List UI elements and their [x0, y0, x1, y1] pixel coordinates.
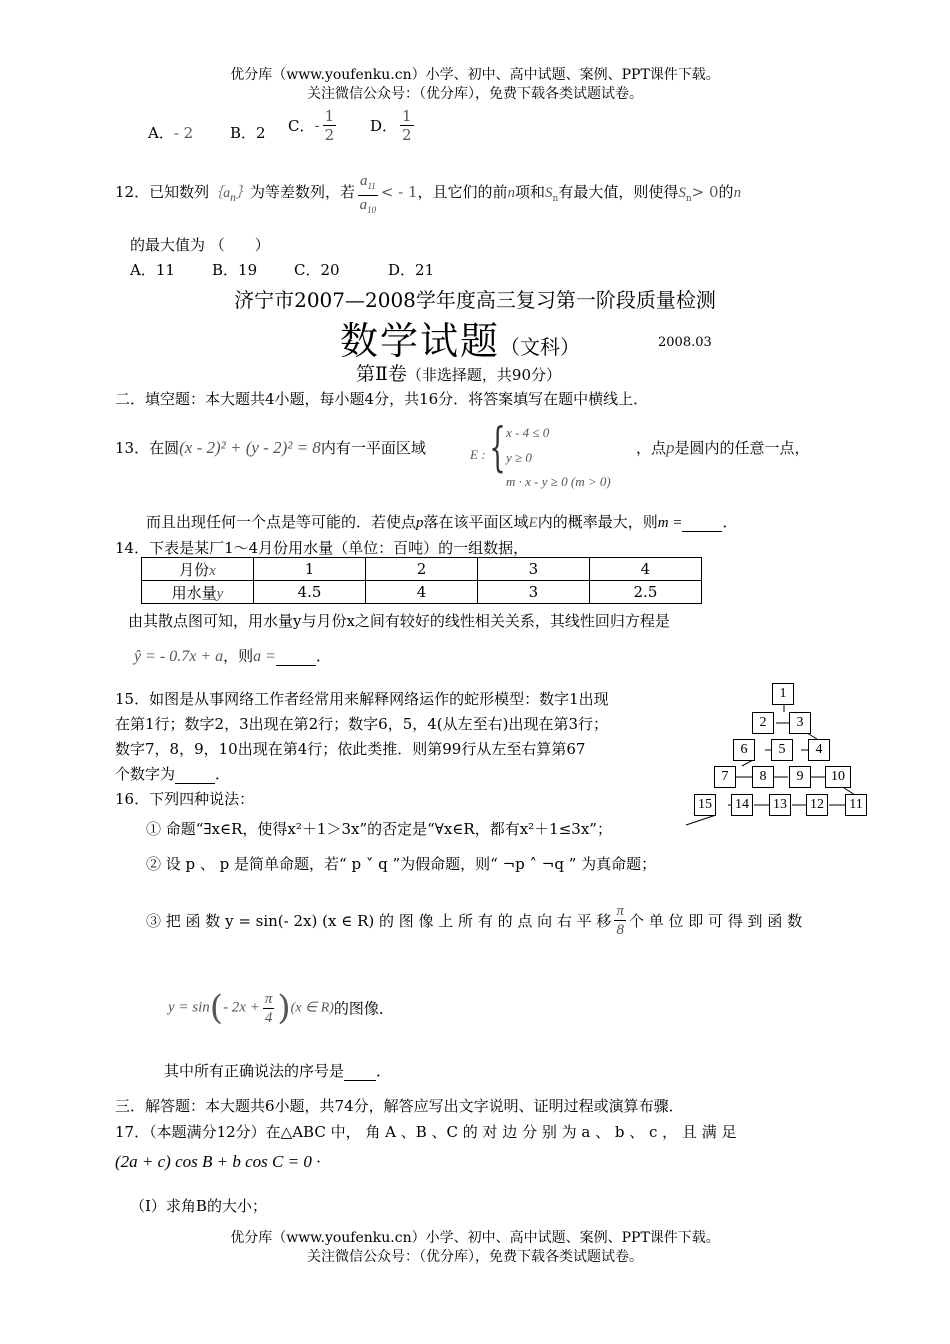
q11-option-a: A．- 2: [148, 124, 194, 142]
exam-date: 2008.03: [658, 335, 712, 350]
snake-box: 13: [769, 794, 791, 816]
table-cell: 4: [589, 558, 701, 581]
table-cell: 1: [253, 558, 365, 581]
q16-statement-1: ① 命题“∃x∈R，使得x²＋1＞3x”的否定是“∀x∈R，都有x²＋1≤3x”；: [146, 820, 612, 838]
section-title: 第Ⅱ卷（非选择题，共90分）: [356, 363, 562, 385]
snake-box: 4: [808, 739, 830, 761]
header-line-1: 优分库（www.youfenku.cn）小学、初中、高中试题、案例、PPT课件下载。: [230, 67, 720, 83]
snake-box: 2: [752, 712, 774, 734]
q16-statement-3: ③ 把 函 数 y = sin(- 2x) (x ∈ R) 的 图 像 上 所 有 的 点 向 右 平 移 $\frac{\pi}{8}$ 个 单 位 即 可 得 到 函 数: [146, 903, 803, 938]
footer-line-1: 优分库（www.youfenku.cn）小学、初中、高中试题、案例、PPT课件下载。: [230, 1230, 720, 1246]
q14-intro: 14．下表是某厂1～4月份用水量（单位：百吨）的一组数据，: [115, 539, 529, 557]
snake-box: 8: [752, 766, 774, 788]
q13-brace: {: [489, 418, 506, 478]
snake-box: 5: [771, 739, 793, 761]
table-cell: 3: [477, 581, 589, 604]
snake-box: 14: [731, 794, 753, 816]
snake-box: 11: [845, 794, 867, 816]
snake-box: 3: [789, 712, 811, 734]
table-cell: 4: [366, 581, 478, 604]
q13-stem-end: ，点p是圆内的任意一点，: [636, 438, 810, 457]
q15-line4: 个数字为 ．: [115, 765, 231, 783]
q17-part1: （Ⅰ）求角B的大小；: [130, 1197, 267, 1215]
part3-heading: 三．解答题：本大题共6小题，共74分，解答应写出文字说明、证明过程或演算布骤．: [115, 1097, 684, 1115]
q11-option-d: D． $\frac{1}{2}$: [370, 107, 412, 144]
q12-options: A．11 B．19 C．20 D．21: [130, 261, 435, 279]
snake-box: 7: [714, 766, 736, 788]
q13-constraint-1: x - 4 ≤ 0: [506, 425, 550, 440]
q13-answer-blank[interactable]: [682, 517, 722, 532]
exam-title-line: 济宁市2007—2008学年度高三复习第一阶段质量检测: [234, 288, 716, 312]
header-line-2: 关注微信公众号：（优分库），免费下载各类试题试卷。: [307, 86, 643, 102]
table-cell: 2: [366, 558, 478, 581]
table-row: [142, 558, 702, 581]
q15-line2: 在第1行；数字2，3出现在第2行；数字6，5，4(从左至右)出现在第3行；: [115, 715, 609, 733]
q15-line1: 15．如图是从事网络工作者经常用来解释网络运作的蛇形模型：数字1出现: [115, 690, 609, 708]
q13-constraint-2: y ≥ 0: [506, 450, 532, 465]
table-cell: 4.5: [253, 581, 365, 604]
q12-line2: 的最大值为 （ ）: [130, 236, 270, 254]
q14-text: 由其散点图可知，用水量y与月份x之间有较好的线性相关关系，其线性回归方程是: [128, 612, 670, 630]
snake-box: 12: [806, 794, 828, 816]
part2-heading: 二．填空题：本大题共4小题，每小题4分，共16分．将答案填写在题中横线上．: [115, 390, 649, 408]
q15-answer-blank[interactable]: [175, 769, 215, 784]
snake-box: 9: [789, 766, 811, 788]
q13-constraint-3: m · x - y ≥ 0 (m > 0): [506, 474, 611, 489]
table-row: [142, 581, 702, 604]
snake-box: 6: [733, 739, 755, 761]
q11-option-c: C．- $\frac{1}{2}$: [288, 107, 335, 144]
exam-main-title: 数学试题（文科）: [340, 319, 581, 363]
q16-answer-blank[interactable]: [344, 1066, 376, 1081]
snake-box: 10: [825, 766, 851, 788]
q14-table: [141, 557, 702, 604]
q15-line3: 数字7，8，9，10出现在第4行；依此类推．则第99行从左至右算第67: [115, 740, 586, 758]
q16-ask: 其中所有正确说法的序号是 ．: [164, 1062, 392, 1080]
footer-line-2: 关注微信公众号：（优分库），免费下载各类试题试卷。: [307, 1249, 643, 1265]
q13-stem-start: 13．在圆(x - 2)² + (y - 2)² = 8内有一平面区域: [115, 438, 426, 457]
snake-box: 15: [694, 794, 716, 816]
table-cell: 3: [477, 558, 589, 581]
q14-answer-blank[interactable]: [276, 651, 316, 666]
table-cell: 2.5: [589, 581, 701, 604]
q16-statement-2: ② 设 p 、 p 是简单命题，若“ p ˅ q ”为假命题，则“ ¬p ˄ ¬q ” 为真命题；: [146, 855, 657, 873]
q13-line2: 而且出现任何一个点是等可能的．若使点p落在该平面区域E内的概率最大，则m = ．: [146, 513, 738, 531]
q17-stem: 17．（本题满分12分）在△ABC 中， 角 A 、B 、C 的 对 边 分 别 为 a 、 b 、 c ， 且 满 足: [115, 1123, 737, 1141]
q11-option-b: B．2: [230, 124, 266, 142]
q14-equation: ŷ = - 0.7x + a，则a = ．: [134, 647, 331, 665]
q12-stem: 12．已知数列$\{a_n\}$为等差数列，若 $\frac{a_{11}}{a_{10}}$ < - 1，且它们的前n项和$S_n$有最大值，则使得$S_n> 0$的n: [115, 173, 742, 215]
snake-box: 1: [772, 683, 794, 705]
q13-region-label: E :: [470, 447, 486, 462]
q16-statement-3-function: y = sin(- 2x + $\frac{\pi}{4}$ )(x ∈ R)的图像．: [168, 988, 394, 1028]
table-header-cell: 用水量y: [142, 581, 254, 604]
q17-equation: (2a + c) cos B + b cos C = 0 ·: [115, 1152, 321, 1171]
q16-intro: 16．下列四种说法：: [115, 790, 255, 808]
table-header-cell: 月份x: [142, 558, 254, 581]
